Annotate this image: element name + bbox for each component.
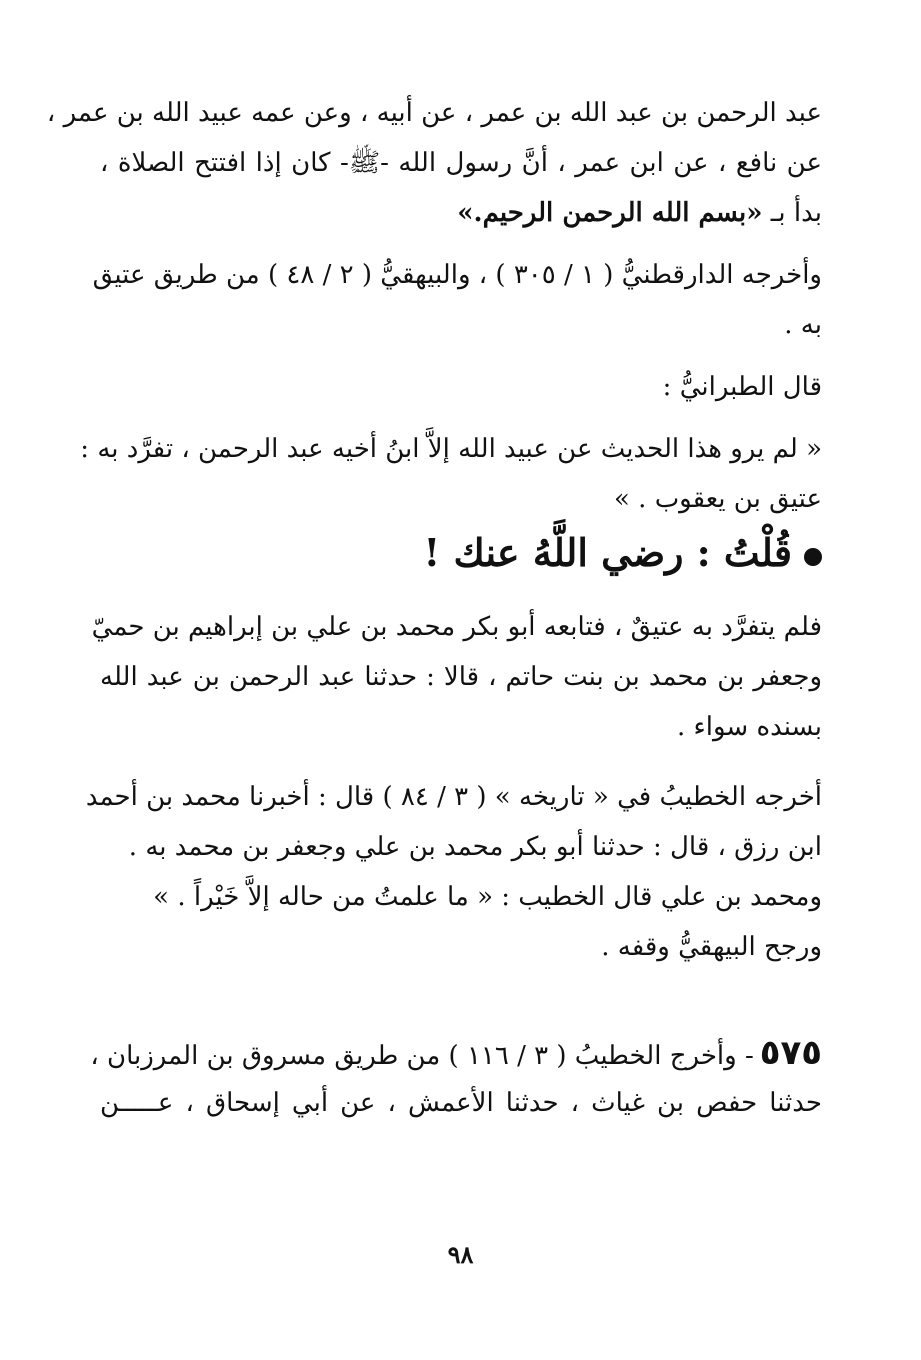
paragraph-2 <box>92 250 822 350</box>
text-line: أخرجه الخطيبُ في « تاريخه » ( ٣ / ٨٤ ) قال : أخبرنا محمد بن أحمد <box>85 782 822 812</box>
text-line: عن نافع ، عن ابن عمر ، أنَّ رسول الله -ﷺ- كان إذا افتتح الصلاة ، <box>100 148 822 178</box>
text-line: به . <box>784 310 822 340</box>
text-line: فلم يتفرَّد به عتيقٌ ، فتابعه أبو بكر محمد بن علي بن إبراهيم بن حميّ <box>91 612 822 642</box>
paragraph-4 <box>80 424 822 524</box>
page-number: ٩٨ <box>447 1240 474 1269</box>
text-line: ورجح البيهقيُّ وقفه . <box>601 932 822 962</box>
page-body <box>46 88 822 1128</box>
hadith-number: ٥٧٥ <box>759 1033 822 1073</box>
text-line <box>100 188 822 238</box>
paragraph-3 <box>100 362 822 412</box>
text-line: حدثنا حفص بن غياث ، حدثنا الأعمش ، عن أبي إسحاق ، عـــــن <box>100 1088 822 1118</box>
paragraph-1 <box>46 88 822 238</box>
bullet-icon <box>804 548 822 566</box>
text-line: ابن رزق ، قال : حدثنا أبو بكر محمد بن علي وجعفر بن محمد به . <box>128 832 822 862</box>
paragraph-7 <box>90 1028 822 1128</box>
text-line: ومحمد بن علي قال الخطيب : « ما علمتُ من حاله إلاَّ خَيْراً . » <box>153 882 822 912</box>
text-line: عبد الرحمن بن عبد الله بن عمر ، عن أبيه ، وعن عمه عبيد الله بن عمر ، <box>46 98 822 128</box>
text-line: قال الطبرانيُّ : <box>662 372 822 402</box>
text-segment: - وأخرج الخطيبُ ( ٣ / ١١٦ ) من طريق مسروق بن المرزبان ، <box>90 1041 754 1071</box>
text-line: عتيق بن يعقوب . » <box>614 484 822 514</box>
text-line <box>90 1028 822 1078</box>
section-heading-text: قُلْتُ : رضي اللَّهُ عنك ! <box>423 530 792 575</box>
text-line: بسنده سواء . <box>676 712 822 742</box>
text-line: وأخرجه الدارقطنيُّ ( ١ / ٣٠٥ ) ، والبيهقيُّ ( ٢ / ٤٨ ) من طريق عتيق <box>92 260 822 290</box>
text-line: وجعفر بن محمد بن بنت حاتم ، قالا : حدثنا عبد الرحمن بن عبد الله <box>100 662 822 692</box>
section-heading <box>100 524 822 582</box>
text-line: « لم يرو هذا الحديث عن عبيد الله إلاَّ ابنُ أخيه عبد الرحمن ، تفرَّد به : <box>80 434 822 464</box>
paragraph-5 <box>91 602 822 752</box>
text-segment: بدأ بـ <box>762 198 822 228</box>
paragraph-6 <box>85 772 822 972</box>
basmala-quote: «بسم الله الرحمن الرحيم.» <box>457 198 763 228</box>
